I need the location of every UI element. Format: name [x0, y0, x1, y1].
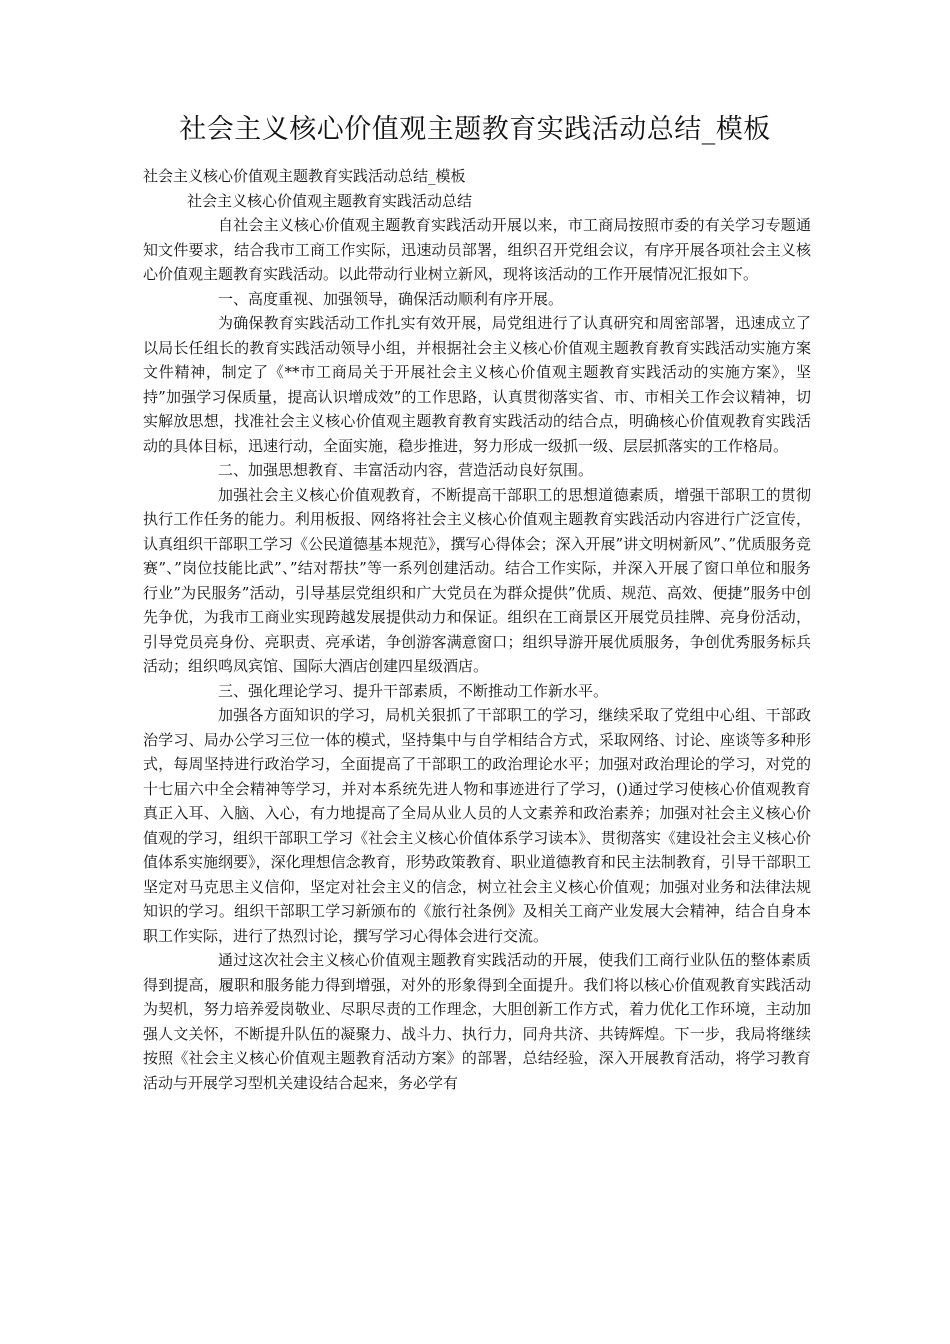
- document-subtitle: 社会主义核心价值观主题教育实践活动总结_模板: [143, 167, 466, 185]
- section-heading-1: 一、高度重视、加强领导，确保活动顺利有序开展。: [218, 289, 564, 308]
- document-body: [143, 164, 811, 1095]
- paragraph-conclusion: 通过这次社会主义核心价值观主题教育实践活动的开展，使我们工商行业队伍的整体素质得到提高，履职和服务能力得到增强，对外的形象得到全面提升。我们将以核心价值观教育实践活动为契机，努力培养爱岗敬业、尽职尽责的工作理念，大胆创新工作方式，着力优化工作环境，主动加强人文关怀，不断提升队伍的凝聚力、战斗力、执行力，同舟共济、共铸辉煌。下一步，我局将继续按照《社会主义核心价值观主题教育活动方案》的部署，总结经验，深入开展教育活动，将学习教育活动与开展学习型机关建设结合起来，务必学有: [143, 951, 811, 1092]
- paragraph-section-2: 加强社会主义核心价值观教育，不断提高干部职工的思想道德素质，增强干部职工的贯彻执行工作任务的能力。利用板报、网络将社会主义核心价值观主题教育实践活动内容进行广泛宣传，认真组织干部职工学习《公民道德基本规范》，撰写心得体会；深入开展”讲文明树新风”、”优质服务竞赛”、”岗位技能比武”、”结对帮扶”等一系列创建活动。结合工作实际，并深入开展了窗口单位和服务行业”为民服务”活动，引导基层党组织和广大党员在为群众提供”优质、规范、高效、便捷”服务中创先争优，为我市工商业实现跨越发展提供动力和保证。组织在工商景区开展党员挂牌、亮身份活动，引导党员亮身份、亮职责、亮承诺，争创游客满意窗口；组织导游开展优质服务，争创优秀服务标兵活动；组织鸣凤宾馆、国际大酒店创建四星级酒店。: [143, 485, 812, 675]
- document-subtitle-2: 社会主义核心价值观主题教育实践活动总结: [187, 191, 473, 210]
- paragraph-intro: 自社会主义核心价值观主题教育实践活动开展以来，市工商局按照市委的有关学习专题通知文件要求，结合我市工商工作实际，迅速动员部署，组织召开党组会议，有序开展各项社会主义核心价值观主题教育实践活动。以此带动行业树立新风，现将该活动的工作开展情况汇报如下。: [143, 216, 811, 283]
- paragraph-section-1: 为确保教育实践活动工作扎实有效开展，局党组进行了认真研究和周密部署，迅速成立了以局长任组长的教育实践活动领导小组，并根据社会主义核心价值观主题教育教育实践活动实施方案文件精神，制定了《**市工商局关于开展社会主义核心价值观主题教育实践活动的实施方案》，坚持”加强学习保质量，提高认识增成效”的工作思路，认真贯彻落实省、市、市相关工作会议精神，切实解放思想，找准社会主义核心价值观主题教育教育实践活动的结合点，明确核心价值观教育实践活动的具体目标，迅速行动，全面实施，稳步推进，努力形成一级抓一级、层层抓落实的工作格局。: [143, 314, 811, 455]
- section-heading-3: 三、强化理论学习、提升干部素质，不断推动工作新水平。: [218, 681, 609, 700]
- paragraph-section-3: 加强各方面知识的学习，局机关狠抓了干部职工的学习，继续采取了党组中心组、干部政治学习、局办公学习三位一体的模式，坚持集中与自学相结合方式，采取网络、讨论、座谈等多种形式，每周坚持进行政治学习，全面提高了干部职工的政治理论水平；加强对政治理论的学习，对党的十七届六中全会精神等学习，并对本系统先进人物和事迹进行了学习，()通过学习使核心价值观教育真正入耳、入脑、入心，有力地提高了全局从业人员的人文素养和政治素养；加强对社会主义核心价值观的学习，组织干部职工学习《社会主义核心价值体系学习读本》、贯彻落实《建设社会主义核心价值体系实施纲要》，深化理想信念教育，形势政策教育、职业道德教育和民主法制教育，引导干部职工坚定对马克思主义信仰，坚定对社会主义的信念，树立社会主义核心价值观；加强对业务和法律法规知识的学习。组织干部职工学习新颁布的《旅行社条例》及相关工商产业发展大会精神，结合自身本职工作实际，进行了热烈讨论，撰写学习心得体会进行交流。: [143, 706, 811, 945]
- document-title: 社会主义核心价值观主题教育实践活动总结_模板: [179, 114, 771, 145]
- section-heading-2: 二、加强思想教育、丰富活动内容，营造活动良好氛围。: [218, 461, 594, 479]
